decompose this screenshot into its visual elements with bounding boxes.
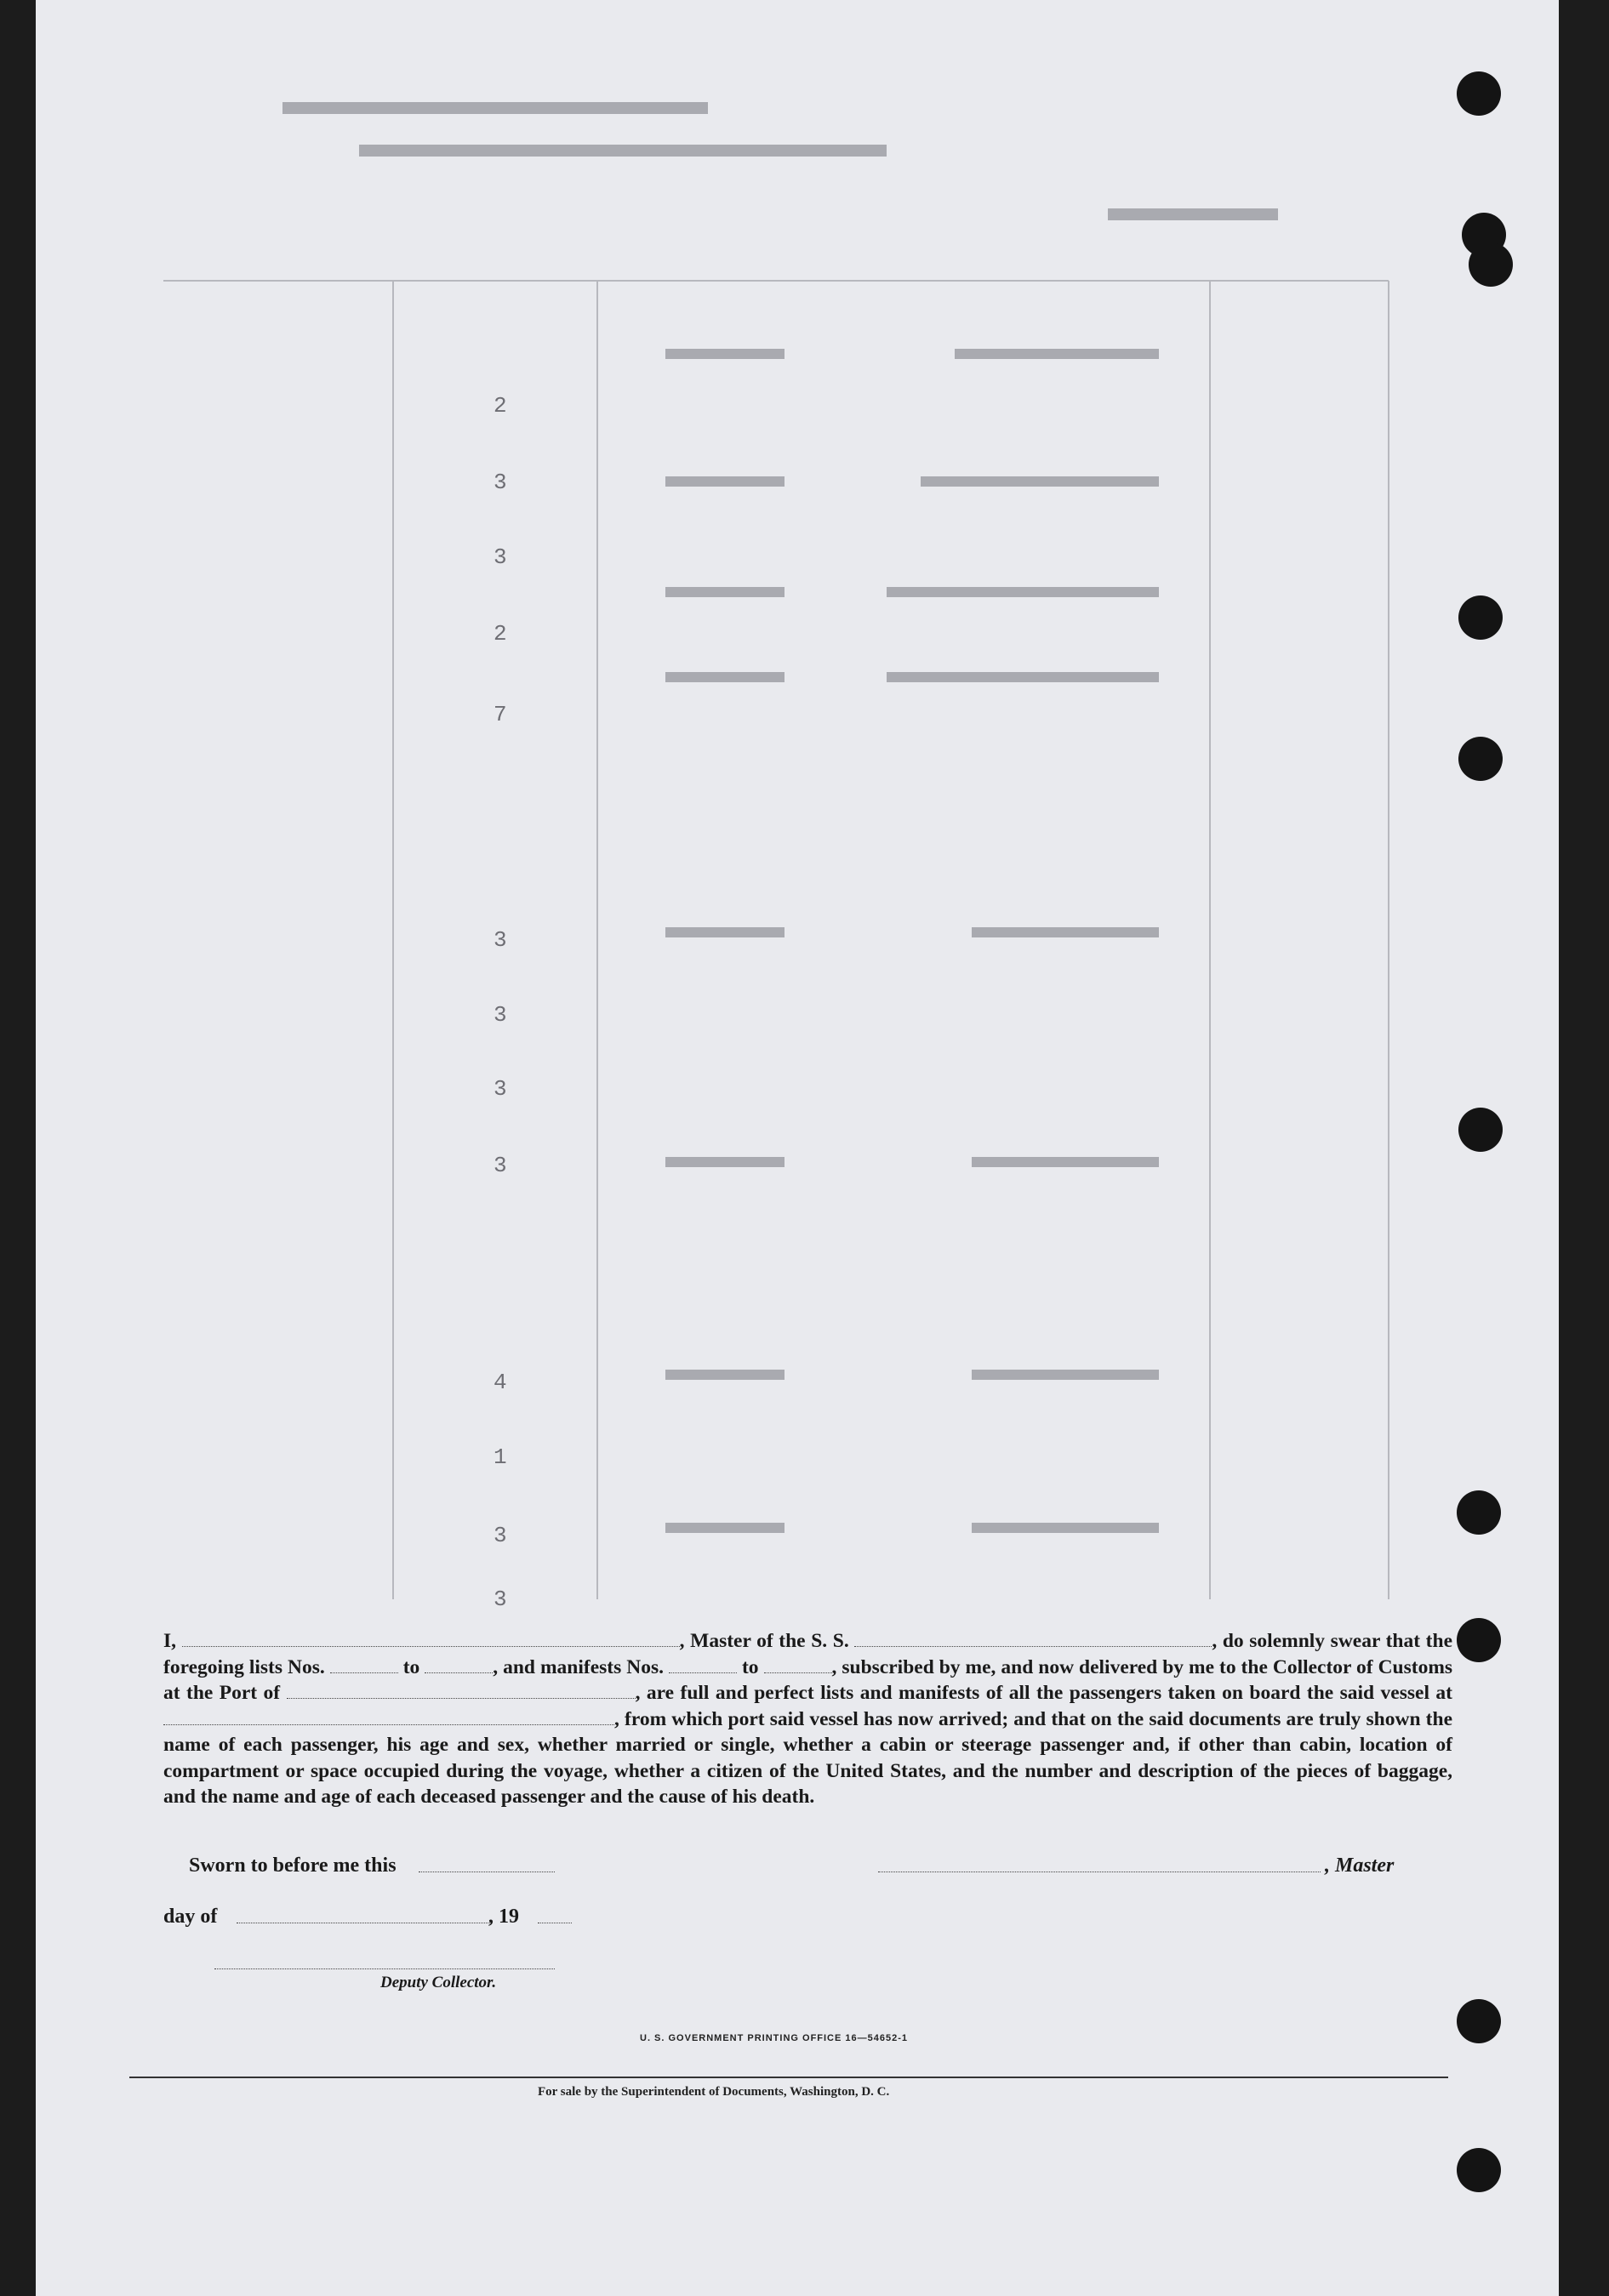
margin-number: 4 [494, 1370, 507, 1395]
margin-number: 3 [494, 544, 507, 570]
sworn-label: Sworn to before me this [189, 1854, 397, 1877]
margin-number: 2 [494, 393, 507, 419]
footer-rule [129, 2077, 1448, 2078]
margin-number: 3 [494, 1523, 507, 1548]
oath-text: to [741, 1655, 759, 1678]
margin-number: 3 [494, 1153, 507, 1178]
oath-text: , are full and perfect lists and manifests of all the passengers taken on board the said vessel at [635, 1682, 1452, 1704]
oath-text: to [402, 1655, 420, 1678]
margin-number: 3 [494, 927, 507, 953]
binder-hole [1457, 2148, 1501, 2192]
sale-notice: For sale by the Superintendent of Documents, Washington, D. C. [538, 2085, 890, 2099]
oath-text: , and manifests Nos. [493, 1655, 664, 1678]
oath-text: , do solemnly swear that the foregoing lists Nos. [163, 1630, 1453, 1678]
margin-number: 1 [494, 1444, 507, 1470]
oath-text: I, [163, 1630, 177, 1652]
margin-number: 3 [494, 1587, 507, 1612]
oath-paragraph [163, 1628, 1452, 1810]
deputy-signature-line [214, 1968, 555, 1969]
margin-number: 3 [494, 1076, 507, 1102]
binder-hole [1457, 1999, 1501, 2043]
oath-text: , from which port said vessel has now arrived; and that on the said documents are truly shown the name of each passenger, his age and sex, whether married or single, whether a cabin or steerage passenger and, if other than cabin, location of compartment or space occupied during the voyage, whether a citizen of the United States, and the number and description of the pieces of baggage, and the name and age of each deceased passenger and the cause of his death. [163, 1707, 1452, 1808]
bleed-through [36, 0, 1559, 1616]
margin-number: 3 [494, 1002, 507, 1028]
day-of-label: day of [163, 1906, 218, 1928]
deputy-label: Deputy Collector. [380, 1974, 497, 1991]
oath-text: , subscribed by me, and now delivered by me to the Collector of Customs at the Port of [163, 1655, 1453, 1704]
document-page [36, 0, 1559, 2296]
margin-number: 7 [494, 702, 507, 727]
printer-imprint: U. S. GOVERNMENT PRINTING OFFICE 16—54652-1 [640, 2033, 909, 2043]
margin-number: 3 [494, 470, 507, 495]
master-label: , Master [1325, 1854, 1395, 1877]
year-label: , 19 [488, 1906, 519, 1928]
margin-number: 2 [494, 621, 507, 647]
oath-text: , Master of the S. S. [679, 1630, 849, 1652]
binder-hole [1457, 1618, 1501, 1662]
